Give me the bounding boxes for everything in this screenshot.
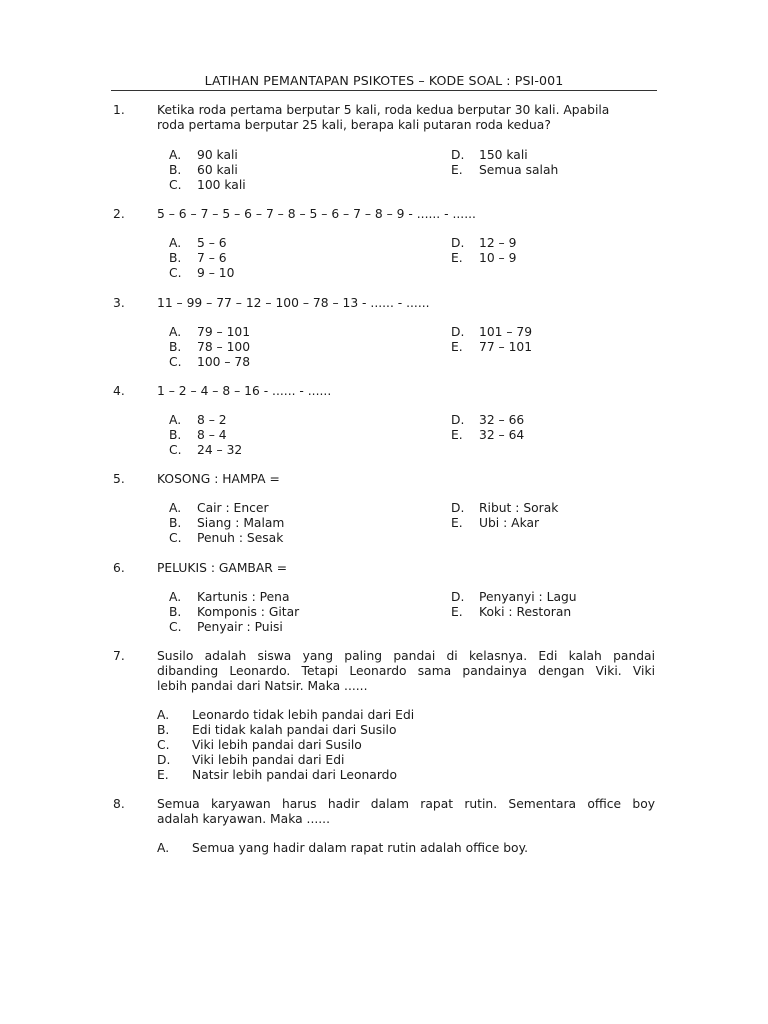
- option-letter: C.: [169, 266, 182, 280]
- option-letter: E.: [451, 605, 463, 619]
- question-line: KOSONG : HAMPA =: [157, 472, 280, 486]
- option-text: Penyanyi : Lagu: [479, 590, 577, 604]
- option-letter: D.: [451, 413, 465, 427]
- question-line: lebih pandai dari Natsir. Maka ......: [157, 678, 368, 693]
- option-letter: B.: [157, 723, 170, 737]
- option-letter: E.: [451, 251, 463, 265]
- option-text: Siang : Malam: [197, 516, 285, 530]
- option-text: 7 – 6: [197, 251, 227, 265]
- option-letter: B.: [169, 428, 182, 442]
- question-line: 11 – 99 – 77 – 12 – 100 – 78 – 13 - ...... - ......: [157, 296, 430, 310]
- option-letter: B.: [169, 516, 182, 530]
- question-line: PELUKIS : GAMBAR =: [157, 561, 288, 575]
- question-number: 6.: [113, 561, 125, 575]
- question-number: 4.: [113, 384, 125, 398]
- question-text: [157, 207, 655, 222]
- option-text: 10 – 9: [479, 251, 517, 265]
- option-text: 8 – 4: [197, 428, 227, 442]
- option-letter: C.: [157, 738, 170, 752]
- option-text: 90 kali: [197, 148, 238, 162]
- option-text: 60 kali: [197, 163, 238, 177]
- option-text: Ubi : Akar: [479, 516, 540, 530]
- option-text: Viki lebih pandai dari Susilo: [192, 738, 362, 752]
- option-letter: D.: [451, 325, 465, 339]
- option-letter: C.: [169, 620, 182, 634]
- option-letter: B.: [169, 605, 182, 619]
- question-text: [157, 472, 655, 487]
- option-letter: B.: [169, 163, 182, 177]
- question-line: 1 – 2 – 4 – 8 – 16 - ...... - ......: [157, 384, 332, 398]
- question-text: [157, 103, 655, 133]
- option-letter: E.: [157, 768, 169, 782]
- option-text: Penyair : Puisi: [197, 620, 283, 634]
- option-text: 5 – 6: [197, 236, 227, 250]
- question-line: roda pertama berputar 25 kali, berapa kali putaran roda kedua?: [157, 117, 551, 132]
- option-text: 32 – 64: [479, 428, 525, 442]
- option-text: Semua salah: [479, 163, 559, 177]
- option-letter: D.: [157, 753, 171, 767]
- option-letter: A.: [169, 236, 182, 250]
- option-letter: A.: [169, 590, 182, 604]
- option-text: 8 – 2: [197, 413, 227, 427]
- option-text: 9 – 10: [197, 266, 235, 280]
- option-letter: E.: [451, 428, 463, 442]
- option-text: 78 – 100: [197, 340, 251, 354]
- option-text: Penuh : Sesak: [197, 531, 284, 545]
- question-number: 3.: [113, 296, 125, 310]
- question-line: Susilo adalah siswa yang paling pandai di kelasnya. Edi kalah pandai: [157, 649, 655, 663]
- question-line: 5 – 6 – 7 – 5 – 6 – 7 – 8 – 5 – 6 – 7 – 8 – 9 - ...... - ......: [157, 207, 476, 221]
- question-text: [157, 649, 655, 693]
- question-line: Ketika roda pertama berputar 5 kali, roda kedua berputar 30 kali. Apabila: [157, 103, 610, 117]
- option-letter: C.: [169, 355, 182, 369]
- question-line: dibanding Leonardo. Tetapi Leonardo sama pandainya dengan Viki. Viki: [157, 663, 655, 678]
- option-text: 100 – 78: [197, 355, 251, 369]
- option-letter: B.: [169, 340, 182, 354]
- option-text: Leonardo tidak lebih pandai dari Edi: [192, 708, 415, 722]
- option-text: Viki lebih pandai dari Edi: [192, 753, 345, 767]
- option-letter: D.: [451, 148, 465, 162]
- option-letter: A.: [169, 148, 182, 162]
- option-text: Edi tidak kalah pandai dari Susilo: [192, 723, 397, 737]
- option-letter: A.: [169, 325, 182, 339]
- option-text: Cair : Encer: [197, 501, 269, 515]
- option-text: 101 – 79: [479, 325, 533, 339]
- option-letter: A.: [169, 501, 182, 515]
- option-text: Koki : Restoran: [479, 605, 572, 619]
- option-text: 24 – 32: [197, 443, 243, 457]
- question-number: 2.: [113, 207, 125, 221]
- option-text: Ribut : Sorak: [479, 501, 559, 515]
- option-text: 12 – 9: [479, 236, 517, 250]
- option-letter: A.: [157, 841, 170, 855]
- question-text: [157, 797, 655, 827]
- option-text: Semua yang hadir dalam rapat rutin adalah office boy.: [192, 841, 528, 855]
- option-letter: D.: [451, 590, 465, 604]
- option-text: Natsir lebih pandai dari Leonardo: [192, 768, 397, 782]
- option-letter: A.: [157, 708, 170, 722]
- option-letter: D.: [451, 236, 465, 250]
- question-line: Semua karyawan harus hadir dalam rapat rutin. Sementara office boy: [157, 797, 655, 811]
- question-number: 5.: [113, 472, 125, 486]
- option-text: 77 – 101: [479, 340, 533, 354]
- option-text: Komponis : Gitar: [197, 605, 300, 619]
- option-letter: C.: [169, 531, 182, 545]
- question-number: 8.: [113, 797, 125, 811]
- question-text: [157, 561, 655, 576]
- option-text: 79 – 101: [197, 325, 251, 339]
- question-number: 1.: [113, 103, 125, 117]
- option-text: 32 – 66: [479, 413, 525, 427]
- question-number: 7.: [113, 649, 125, 663]
- question-text: [157, 296, 655, 311]
- question-text: [157, 384, 655, 399]
- option-letter: C.: [169, 178, 182, 192]
- option-letter: A.: [169, 413, 182, 427]
- option-letter: E.: [451, 163, 463, 177]
- option-text: 150 kali: [479, 148, 528, 162]
- option-text: Kartunis : Pena: [197, 590, 290, 604]
- option-letter: E.: [451, 516, 463, 530]
- option-text: 100 kali: [197, 178, 246, 192]
- question-line: adalah karyawan. Maka ......: [157, 811, 330, 826]
- document-title: LATIHAN PEMANTAPAN PSIKOTES – KODE SOAL : PSI-001: [111, 74, 657, 91]
- option-letter: D.: [451, 501, 465, 515]
- option-letter: B.: [169, 251, 182, 265]
- option-letter: C.: [169, 443, 182, 457]
- option-letter: E.: [451, 340, 463, 354]
